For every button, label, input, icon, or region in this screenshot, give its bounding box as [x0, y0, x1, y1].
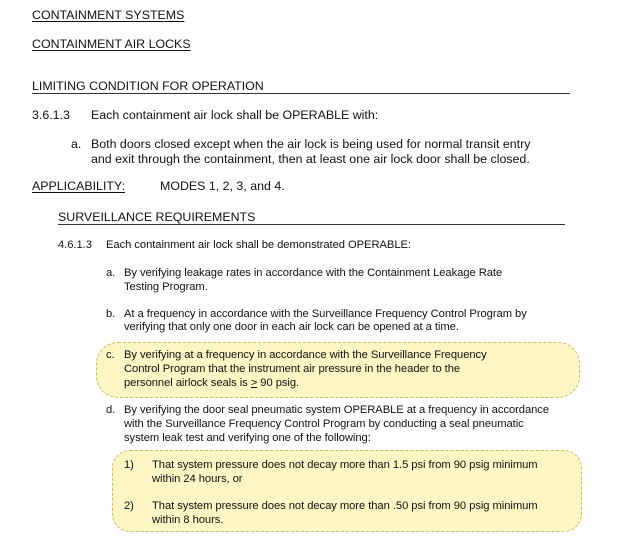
sr-item-d-label: d. [106, 404, 116, 416]
surveillance-number: 4.6.1.3 [58, 239, 92, 251]
lco-statement: Each containment air lock shall be OPERABLE with: [91, 108, 379, 122]
sr-item-d2-line1: That system pressure does not decay more than .50 psi from 90 psig minimum [152, 500, 538, 512]
surveillance-heading: SURVEILLANCE REQUIREMENTS [58, 210, 256, 224]
sr-item-d2-label: 2) [124, 500, 134, 512]
sr-item-c-line3-post: 90 psig. [257, 377, 300, 389]
sr-item-a-line1: By verifying leakage rates in accordance with the Containment Leakage Rate [124, 267, 503, 279]
sr-item-c-line1: By verifying at a frequency in accordance with the Surveillance Frequency [124, 349, 487, 361]
surveillance-statement: Each containment air lock shall be demonstrated OPERABLE: [106, 239, 411, 251]
lco-number: 3.6.1.3 [32, 108, 70, 122]
sr-item-d-line1: By verifying the door seal pneumatic system OPERABLE at a frequency in accordance [124, 404, 550, 416]
lco-item-a-line2: and exit through the containment, then at least one air lock door shall be closed. [91, 152, 530, 166]
lco-heading: LIMITING CONDITION FOR OPERATION [32, 79, 264, 93]
sr-item-d-line2: with the Surveillance Frequency Control Program by conducting a seal pneumatic [124, 418, 524, 430]
sr-item-d1-line1: That system pressure does not decay more than 1.5 psi from 90 psig minimum [152, 459, 538, 471]
lco-item-a-label: a. [71, 137, 82, 151]
subsection-title: CONTAINMENT AIR LOCKS [32, 37, 191, 51]
lco-heading-rule [32, 93, 570, 94]
greater-equal-symbol: > [250, 377, 258, 389]
sr-item-c-line3-pre: personnel airlock seals is [124, 377, 251, 389]
section-title: CONTAINMENT SYSTEMS [32, 8, 185, 22]
sr-item-c-line2: Control Program that the instrument air pressure in the header to the [124, 363, 461, 375]
sr-item-d2-line2: within 8 hours. [152, 514, 224, 526]
applicability-modes: MODES 1, 2, 3, and 4. [160, 179, 285, 193]
sr-item-b-line1: At a frequency in accordance with the Surveillance Frequency Control Program by [124, 308, 527, 320]
sr-item-a-label: a. [106, 267, 116, 279]
lco-item-a-line1: Both doors closed except when the air lock is being used for normal transit entry [91, 137, 531, 151]
sr-item-b-line2: verifying that only one door in each air lock can be opened at a time. [124, 321, 459, 333]
surveillance-heading-rule [58, 224, 565, 225]
sr-item-d1-line2: within 24 hours, or [152, 473, 243, 485]
sr-item-a-line2: Testing Program. [124, 281, 208, 293]
applicability-label: APPLICABILITY: [32, 179, 125, 193]
sr-item-c-label: c. [106, 349, 115, 361]
sr-item-b-label: b. [106, 308, 116, 320]
sr-item-d1-label: 1) [124, 459, 134, 471]
sr-item-d-line3: system leak test and verifying one of the following: [124, 432, 371, 444]
sr-item-c-line3 [124, 377, 299, 389]
